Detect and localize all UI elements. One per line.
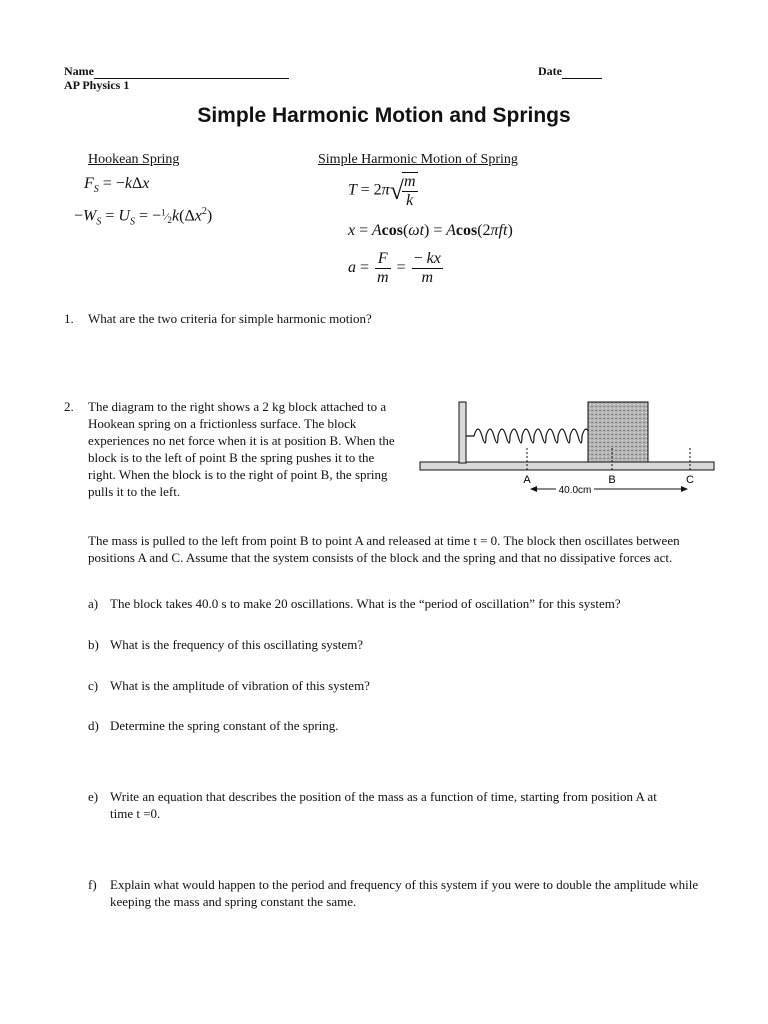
name-field — [64, 64, 289, 79]
question-2-text: The diagram to the right shows a 2 kg block attached to a Hookean spring on a frictionless surface. The block experiences no net force when it is at position B. When the block is to the left of point B the spring pushes it to the right. When the block is to the right of point B, the spring pulls it to the left. — [88, 399, 395, 499]
arrow-left-head — [530, 486, 537, 492]
part-b-label: b) — [88, 637, 99, 652]
date-line[interactable] — [562, 66, 602, 79]
part-e-text: Write an equation that describes the position of the mass as a function of time, starting from position A at time t =0. — [110, 789, 657, 821]
part-c-label: c) — [88, 678, 99, 693]
part-f-label: f) — [88, 877, 97, 892]
mass-block — [588, 402, 648, 462]
acceleration-equation: a = $\frac{F}{m}$ = $\frac{- kx}{m}$ — [348, 250, 441, 286]
spring — [466, 429, 590, 443]
part-f-text: Explain what would happen to the period and frequency of this system if you were to double the amplitude while keeping the mass and spring constant the same. — [110, 877, 699, 909]
date-field — [538, 64, 602, 79]
hooke-law-equation: $F_S = -k\Delta x$ — [84, 175, 150, 196]
part-a-label: a) — [88, 596, 99, 611]
class-label: AP Physics 1 — [64, 78, 130, 92]
hookean-heading: Hookean Spring — [88, 152, 180, 167]
spring-block-diagram — [416, 398, 726, 498]
part-c-text: What is the amplitude of vibration of this system? — [110, 678, 370, 693]
label-c: C — [686, 474, 694, 486]
spring-energy-equation: $-W_S = U_S$ = $-^1⁄_2k(\Delta x^2)$ — [74, 206, 213, 228]
part-e-label: e) — [88, 789, 99, 804]
distance-label: 40.0cm — [558, 485, 592, 496]
part-d-label: d) — [88, 718, 99, 733]
period-equation: T = 2π√ $\frac{m}{k}$ — [348, 173, 416, 209]
shm-heading: Simple Harmonic Motion of Spring — [318, 152, 518, 167]
question-1-number: 1. — [64, 311, 74, 326]
label-b: B — [608, 474, 616, 486]
position-equation: x = Acos(ωt) = Acos(2πft) — [348, 222, 513, 239]
question-2-paragraph: The mass is pulled to the left from point B to point A and released at time t = 0. The block then oscillates between positions A and C. Assume that the system consists of the block and the spring and that no dissipative forces act. — [88, 533, 680, 565]
wall — [459, 402, 466, 463]
date-label: Date — [538, 64, 562, 78]
arrow-right-head — [681, 486, 688, 492]
name-label: Name — [64, 64, 94, 78]
page-title: Simple Harmonic Motion and Springs — [197, 104, 571, 127]
part-b-text: What is the frequency of this oscillating system? — [110, 637, 364, 652]
question-2-number: 2. — [64, 399, 74, 414]
label-a: A — [523, 474, 531, 486]
question-1-text: What are the two criteria for simple harmonic motion? — [88, 311, 372, 326]
part-a-text: The block takes 40.0 s to make 20 oscillations. What is the “period of oscillation” for this system? — [110, 596, 621, 611]
part-d-text: Determine the spring constant of the spring. — [110, 718, 339, 733]
